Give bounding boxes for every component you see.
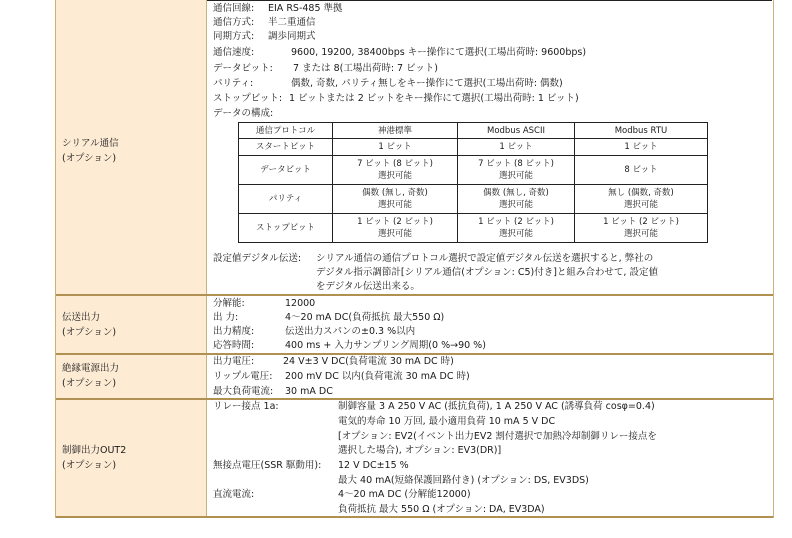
spec-key: 出力電圧: [213, 356, 255, 367]
table-cell: 1 ビット (2 ビット) 選択可能 [458, 214, 575, 243]
spec-value: 電気的寿命 10 万回, 最小適用負荷 10 mA 5 V DC [338, 416, 556, 427]
table-header-cell: Modbus RTU [575, 123, 708, 139]
label-sub: (オプション) [62, 153, 117, 164]
section-label [56, 355, 207, 398]
spec-value: 4〜20 mA DC (分解能12000) [338, 489, 471, 500]
section-label [56, 0, 207, 294]
table-row [239, 139, 708, 156]
spec-value: 24 V±3 V DC(負荷電流 30 mA DC 時) [283, 356, 454, 367]
table-cell: 1 ビット (2 ビット) 選択可能 [575, 214, 708, 243]
spec-key: 出 力: [213, 312, 239, 323]
spec-value: シリアル通信の通信プロトコル選択で設定値デジタル伝送を選択すると, 弊社の [316, 253, 654, 264]
row-label: スタートビット [239, 139, 333, 156]
spec-value: 9600, 19200, 38400bps キー操作にて選択(工場出荷時: 9600bps) [291, 47, 587, 58]
spec-value: 伝送出力スパンの±0.3 %以内 [285, 326, 416, 337]
spec-value: をデジタル伝送出来る。 [316, 281, 420, 292]
table-cell: 偶数 (無し, 奇数) 選択可能 [458, 185, 575, 214]
spec-value: 4〜20 mA DC(負荷抵抗 最大550 Ω) [285, 312, 445, 323]
spec-key: データの構成: [213, 108, 274, 119]
spec-key: データビット: [213, 63, 273, 74]
spec-value: EIA RS-485 準拠 [268, 3, 343, 14]
data-format-table [238, 122, 708, 243]
spec-value: デジタル指示調節計[シリアル通信(オプション: C5)付き]と組み合わせて, 設定値 [316, 267, 658, 278]
table-cell: 1 ビット [575, 139, 708, 156]
spec-value: 偶数, 奇数, パリティ無しをキー操作にて選択(工場出荷時: 偶数) [291, 78, 563, 89]
section-label [56, 400, 207, 516]
table-cell: 7 ビット (8 ビット) 選択可能 [333, 156, 458, 185]
section-body [213, 400, 773, 516]
row-label: データビット [239, 156, 333, 185]
table-cell: 1 ビット (2 ビット) 選択可能 [333, 214, 458, 243]
table-cell: 8 ビット [575, 156, 708, 185]
spec-key: リレー接点 1a: [213, 401, 279, 412]
spec-value: 調歩同期式 [268, 31, 316, 42]
spec-value: 負荷抵抗 最大 550 Ω (オプション: DA, EV3DA) [338, 504, 545, 515]
label-title: 絶縁電源出力 [62, 363, 120, 374]
table-cell: 偶数 (無し, 奇数) 選択可能 [333, 185, 458, 214]
spec-key: 無接点電圧(SSR 駆動用): [213, 460, 322, 471]
spec-value: 選択した場合), オプション: EV3(DR)] [338, 445, 502, 456]
spec-value: 7 または 8(工場出荷時: 7 ビット) [293, 63, 438, 74]
spec-value: 12 V DC±15 % [338, 460, 409, 471]
spec-value: [オプション: EV2(イベント出力EV2 割付選択で加熱冷却制御リレー接点を [338, 431, 657, 442]
table-cell: 1 ビット [458, 139, 575, 156]
spec-key: 応答時間: [213, 340, 255, 351]
spec-value: 400 ms + 入力サンプリング周期(0 %→90 %) [285, 340, 486, 351]
spec-key: 設定値デジタル伝送: [213, 253, 302, 264]
spec-key: 通信方式: [213, 17, 255, 28]
section-isolated-power [56, 355, 773, 400]
section-body [213, 0, 773, 294]
spec-value: 30 mA DC [285, 386, 333, 397]
spec-value: 半二重通信 [268, 17, 316, 28]
section-body [213, 296, 773, 353]
label-sub: (オプション) [62, 460, 117, 471]
spec-key: 最大負荷電流: [213, 386, 274, 397]
table-row [239, 185, 708, 214]
section-control-output [56, 400, 773, 518]
table-row [239, 156, 708, 185]
spec-value: 200 mV DC 以内(負荷電流 30 mA DC 時) [285, 371, 470, 382]
spec-key: 同期方式: [213, 31, 255, 42]
spec-value: 12000 [285, 298, 316, 309]
spec-key: 出力精度: [213, 326, 255, 337]
spec-value: 1 ビットまたは 2 ビットをキー操作にて選択(工場出荷時: 1 ビット) [289, 93, 579, 104]
spec-key: 分解能: [213, 298, 245, 309]
section-label [56, 296, 207, 353]
label-sub: (オプション) [62, 378, 117, 389]
table-row [239, 214, 708, 243]
section-transmission [56, 296, 773, 355]
spec-key: パリティ: [213, 78, 254, 89]
spec-value: 最大 40 mA(短絡保護回路付き) (オプション: DS, EV3DS) [338, 475, 589, 486]
table-header-cell: 通信プロトコル [239, 123, 333, 139]
label-sub: (オプション) [62, 327, 117, 338]
table-header-cell: 神港標準 [333, 123, 458, 139]
table-cell: 1 ビット [333, 139, 458, 156]
section-body [213, 355, 773, 398]
row-label: パリティ [239, 185, 333, 214]
label-title: 伝送出力 [62, 312, 101, 323]
table-header-cell: Modbus ASCII [458, 123, 575, 139]
spec-key: 通信回線: [213, 3, 255, 14]
label-title: シリアル通信 [62, 138, 119, 149]
section-serial [56, 0, 773, 296]
table-cell: 7 ビット (8 ビット) 選択可能 [458, 156, 575, 185]
spec-key: リップル電圧: [213, 371, 273, 382]
spec-value: 制御容量 3 A 250 V AC (抵抗負荷), 1 A 250 V AC (誘導負荷 cosφ=0.4) [338, 401, 655, 412]
spec-key: ストップビット: [213, 93, 283, 104]
spec-key: 直流電流: [213, 489, 255, 500]
spec-key: 通信速度: [213, 47, 255, 58]
table-cell: 無し (偶数, 奇数) 選択可能 [575, 185, 708, 214]
row-label: ストップビット [239, 214, 333, 243]
label-title: 制御出力OUT2 [62, 445, 127, 456]
spec-table [55, 0, 774, 518]
table-header-row [239, 123, 708, 139]
